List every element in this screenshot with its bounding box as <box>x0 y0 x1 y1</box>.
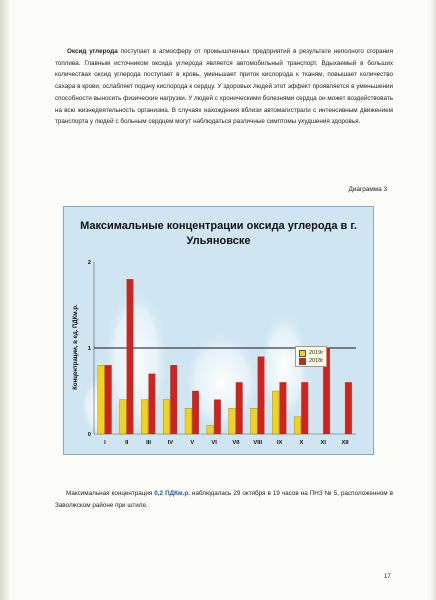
bar-2018г-V <box>192 391 199 434</box>
bar-2018г-VI <box>214 400 221 434</box>
bar-2018г-IX <box>280 382 287 434</box>
bar-2019г-VI <box>207 425 214 434</box>
bar-2018г-II <box>127 279 134 434</box>
y-tick-label: 0 <box>87 432 91 438</box>
x-tick-label: III <box>146 440 152 446</box>
y-axis-title: Концентрации, в ед. ПДКм.р. <box>73 304 79 390</box>
x-tick-label: IX <box>276 440 283 446</box>
intro-paragraph <box>55 46 393 128</box>
x-tick-label: IV <box>167 440 174 446</box>
bar-2019г-II <box>120 400 127 434</box>
bar-2018г-VII <box>236 382 243 434</box>
bar-2018г-VIII <box>258 357 265 434</box>
scan-edge-right <box>430 0 436 600</box>
x-tick-label: VII <box>232 440 240 446</box>
x-tick-label: XII <box>341 440 349 446</box>
legend-label-2019: 2019г <box>309 350 324 356</box>
x-tick-label: VIII <box>253 440 263 446</box>
x-tick-label: VI <box>211 440 217 446</box>
bar-2019г-VII <box>229 408 236 434</box>
bar-2019г-X <box>294 417 301 434</box>
page-number: 17 <box>384 574 391 580</box>
x-tick-label: X <box>299 440 304 446</box>
co-concentration-chart <box>63 206 374 455</box>
legend-swatch-2019 <box>299 350 306 357</box>
legend-item-2018 <box>299 357 323 365</box>
chart-legend <box>295 346 327 367</box>
x-tick-label: V <box>190 440 195 446</box>
bar-2019г-IV <box>163 400 170 434</box>
bar-2019г-VIII <box>251 408 258 434</box>
note-before: Максимальная концентрация <box>66 490 153 497</box>
legend-swatch-2018 <box>299 358 306 365</box>
note-after: наблюдалась 29 октября в 19 часов на ПНЗ № 5, расположенном в Заволжском районе при штиле. <box>55 490 394 509</box>
paragraph-text: поступает в атмосферу от промышленных предприятий в результате неполного сгорания топлива. Главным источником оксида углерода является автомобильный транспорт. Вдыхаемый в больших количествах оксид углерода поступает в кровь, уменьшает приток кислорода к тканям, повышает количество сахара в крови, ослабляет подачу кислорода к сердцу. У здоровых людей этот эффект проявляется в уменьшении способности выносить физические нагрузки. У людей с хроническими болезнями сердца он может воздействовать на всю жизнедеятельность организма. В случаях нахождения вблизи автомагистрали с интенсивным движением транспорта у людей с больным сердцем могут наблюдаться различные симптомы ухудшения здоровья. <box>55 48 393 126</box>
x-tick-label: II <box>125 440 129 446</box>
bar-2018г-IV <box>170 365 177 434</box>
x-tick-label: XI <box>320 440 326 446</box>
legend-label-2018: 2018г <box>309 358 324 364</box>
chart-plot <box>64 207 375 456</box>
note-value: 0,2 ПДКм.р. <box>154 490 190 497</box>
bar-2018г-I <box>105 365 112 434</box>
chart-title: Максимальные концентрации оксида углерода в г. Ульяновске <box>80 220 357 247</box>
y-tick-label: 2 <box>87 260 91 266</box>
bar-2018г-X <box>301 382 308 434</box>
observation-note <box>55 488 393 511</box>
x-tick-label: I <box>104 440 106 446</box>
legend-item-2019 <box>299 349 323 357</box>
bar-2019г-V <box>185 408 192 434</box>
diagram-label: Диаграмма 3 <box>348 186 387 193</box>
y-tick-label: 1 <box>87 346 91 352</box>
scan-edge-left <box>0 0 10 600</box>
bar-2019г-I <box>98 365 105 434</box>
bar-2018г-III <box>149 374 156 434</box>
bar-2019г-III <box>141 400 148 434</box>
bar-2018г-XII <box>345 382 352 434</box>
paragraph-lead: Оксид углерода <box>67 48 118 55</box>
bar-2019г-IX <box>272 391 279 434</box>
